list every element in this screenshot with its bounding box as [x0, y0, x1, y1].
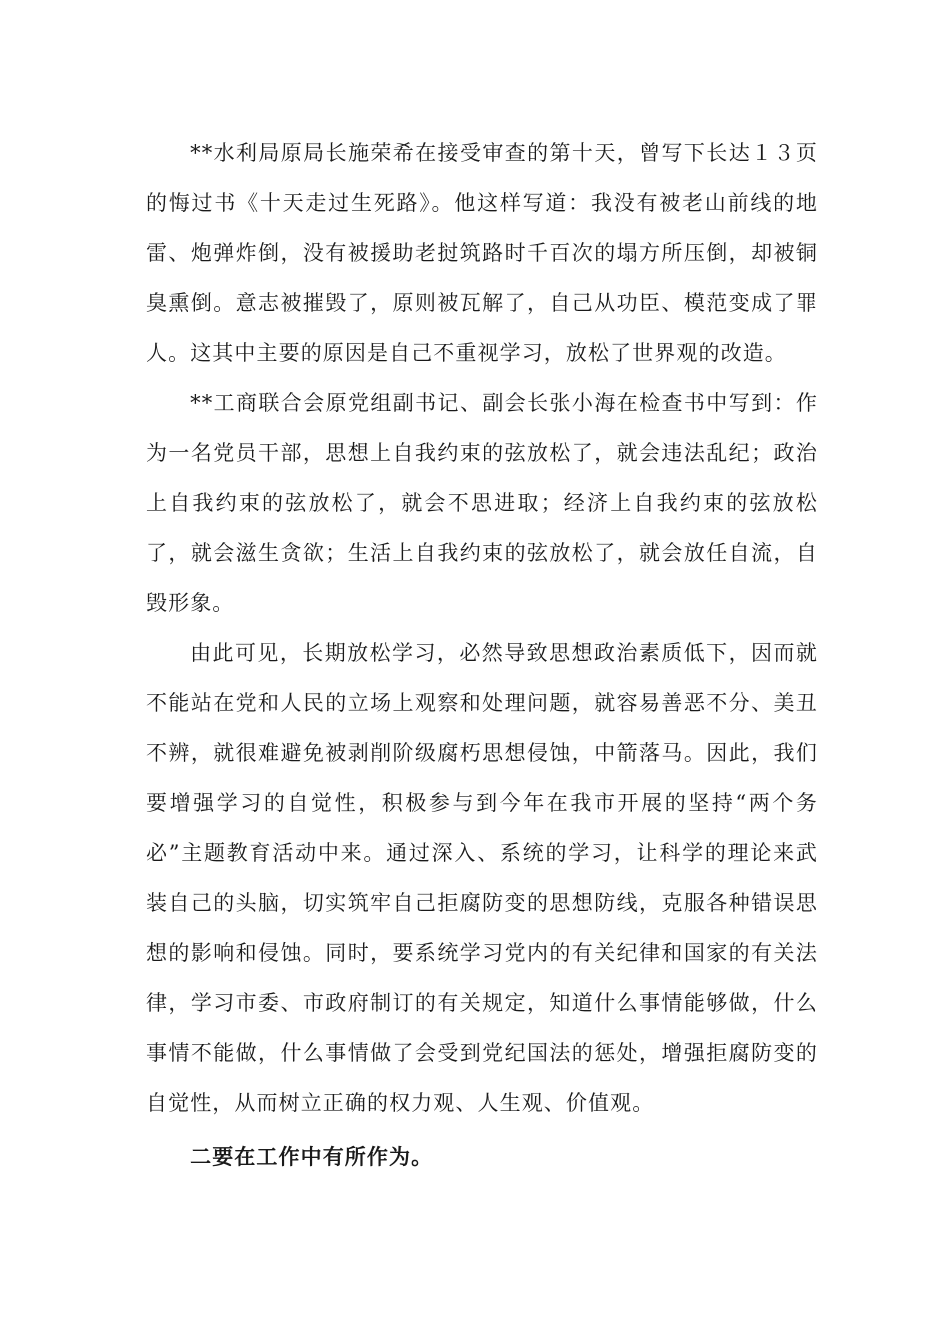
- paragraph-study-conclusion: 由此可见，长期放松学习，必然导致思想政治素质低下，因而就不能站在党和人民的立场上观察和处理问题，就容易善恶不分、美丑不辨，就很难避免被剥削阶级腐朽思想侵蚀，中箭落马。因此，我们要增强学习的自觉性，积极参与到今年在我市开展的坚持“两个务必”主题教育活动中来。通过深入、系统的学习，让科学的理论来武装自己的头脑，切实筑牢自己拒腐防变的思想防线，克服各种错误思想的影响和侵蚀。同时，要系统学习党内的有关纪律和国家的有关法律，学习市委、市政府制订的有关规定，知道什么事情能够做，什么事情不能做，什么事情做了会受到党纪国法的惩处，增强拒腐防变的自觉性，从而树立正确的权力观、人生观、价值观。: [146, 641, 818, 1115]
- document-body: [146, 128, 818, 1182]
- paragraph-shi-ronghi-confession: **水利局原局长施荣希在接受审查的第十天，曾写下长达１３页的悔过书《十天走过生死路》。他这样写道：我没有被老山前线的地雷、炮弹炸倒，没有被援助老挝筑路时千百次的塌方所压倒，却被铜臭熏倒。意志被摧毁了，原则被瓦解了，自己从功臣、模范变成了罪人。这其中主要的原因是自己不重视学习，放松了世界观的改造。: [146, 141, 818, 365]
- paragraph-zhang-xiaohai-confession: **工商联合会原党组副书记、副会长张小海在检查书中写到：作为一名党员干部，思想上自我约束的弦放松了，就会违法乱纪；政治上自我约束的弦放松了，就会不思进取；经济上自我约束的弦放松了，就会滋生贪欲；生活上自我约束的弦放松了，就会放任自流，自毁形象。: [146, 391, 818, 615]
- section-heading-work: 二要在工作中有所作为。: [190, 1145, 434, 1169]
